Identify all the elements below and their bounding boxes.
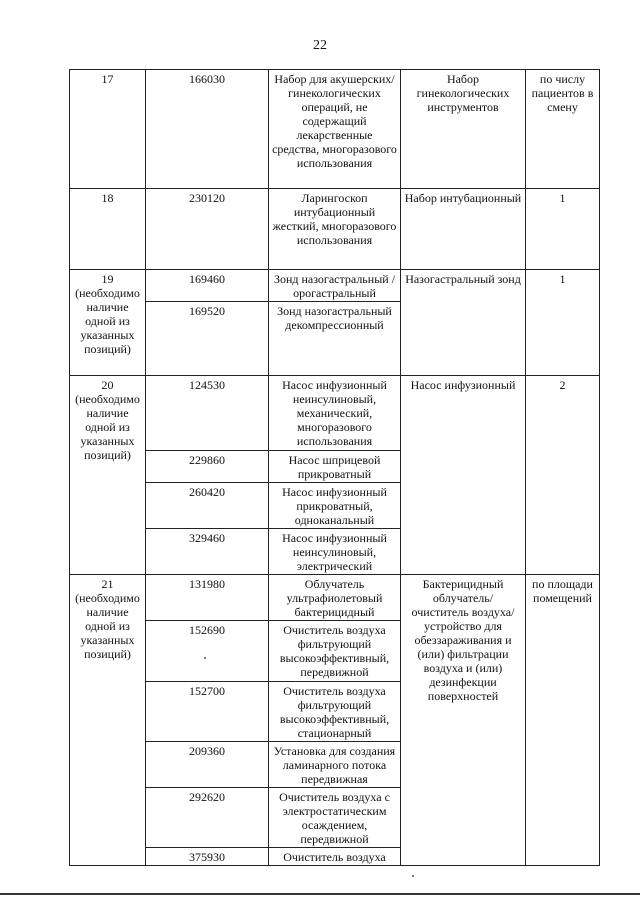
item-quantity: по числу пациентов в смену	[526, 70, 600, 189]
row-number: 18	[70, 189, 146, 270]
table-row	[70, 376, 600, 451]
item-name: Зонд назогастральный декомпрессионный	[269, 302, 401, 376]
item-code: 152700	[146, 682, 269, 742]
item-name: Установка для создания ламинарного потока передвижная	[269, 742, 401, 788]
item-name: Насос инфузионный неинсулиновый, механический, многоразового использования	[269, 376, 401, 451]
item-code: 260420	[146, 483, 269, 529]
item-name: Очиститель воздуха	[269, 848, 401, 866]
item-code: 166030	[146, 70, 269, 189]
row-number: 20 (необходимо наличие одной из указанных позиций)	[70, 376, 146, 575]
item-name: Насос инфузионный прикроватный, одноканальный	[269, 483, 401, 529]
item-name: Насос инфузионный неинсулиновый, электрический	[269, 529, 401, 575]
table-row	[70, 270, 600, 302]
item-name: Облучатель ультрафиолетовый бактерицидный	[269, 575, 401, 621]
item-type: Бактерицидный облучатель/ очиститель воздуха/ устройство для обеззараживания и (или) фильтрации воздуха и (или) дезинфекции поверхностей	[401, 575, 526, 866]
scan-speck	[204, 657, 206, 659]
row-number: 19 (необходимо наличие одной из указанных позиций)	[70, 270, 146, 376]
item-code: 292620	[146, 788, 269, 848]
item-quantity: 2	[526, 376, 600, 575]
table-row	[70, 70, 600, 189]
item-code: 152690	[146, 621, 269, 682]
item-code: 169520	[146, 302, 269, 376]
item-code: 209360	[146, 742, 269, 788]
item-code: 131980	[146, 575, 269, 621]
item-type: Набор гинекологических инструментов	[401, 70, 526, 189]
bottom-scan-border	[0, 893, 640, 895]
row-number: 21 (необходимо наличие одной из указанных позиций)	[70, 575, 146, 866]
row-number: 17	[70, 70, 146, 189]
item-code: 124530	[146, 376, 269, 451]
item-quantity: по площади помещений	[526, 575, 600, 866]
item-type: Насос инфузионный	[401, 376, 526, 575]
equipment-table	[69, 69, 600, 866]
item-name: Зонд назогастральный / орогастральный	[269, 270, 401, 302]
item-code: 375930	[146, 848, 269, 866]
item-name: Насос шприцевой прикроватный	[269, 451, 401, 483]
item-name: Очиститель воздуха фильтрующий высокоэффективный, стационарный	[269, 682, 401, 742]
item-name: Очиститель воздуха фильтрующий высокоэффективный, передвижной	[269, 621, 401, 682]
item-type: Набор интубационный	[401, 189, 526, 270]
item-name: Ларингоскоп интубационный жесткий, многоразового использования	[269, 189, 401, 270]
item-quantity: 1	[526, 270, 600, 376]
item-code: 329460	[146, 529, 269, 575]
item-name: Набор для акушерских/гинекологических операций, не содержащий лекарственные средства, многоразового использования	[269, 70, 401, 189]
table-row	[70, 575, 600, 621]
item-code: 229860	[146, 451, 269, 483]
table-row	[70, 189, 600, 270]
item-quantity: 1	[526, 189, 600, 270]
scan-speck	[412, 875, 414, 877]
item-name: Очиститель воздуха с электростатическим осаждением, передвижной	[269, 788, 401, 848]
item-type: Назогастральный зонд	[401, 270, 526, 376]
item-code: 230120	[146, 189, 269, 270]
page-number: 22	[313, 38, 327, 53]
item-code: 169460	[146, 270, 269, 302]
